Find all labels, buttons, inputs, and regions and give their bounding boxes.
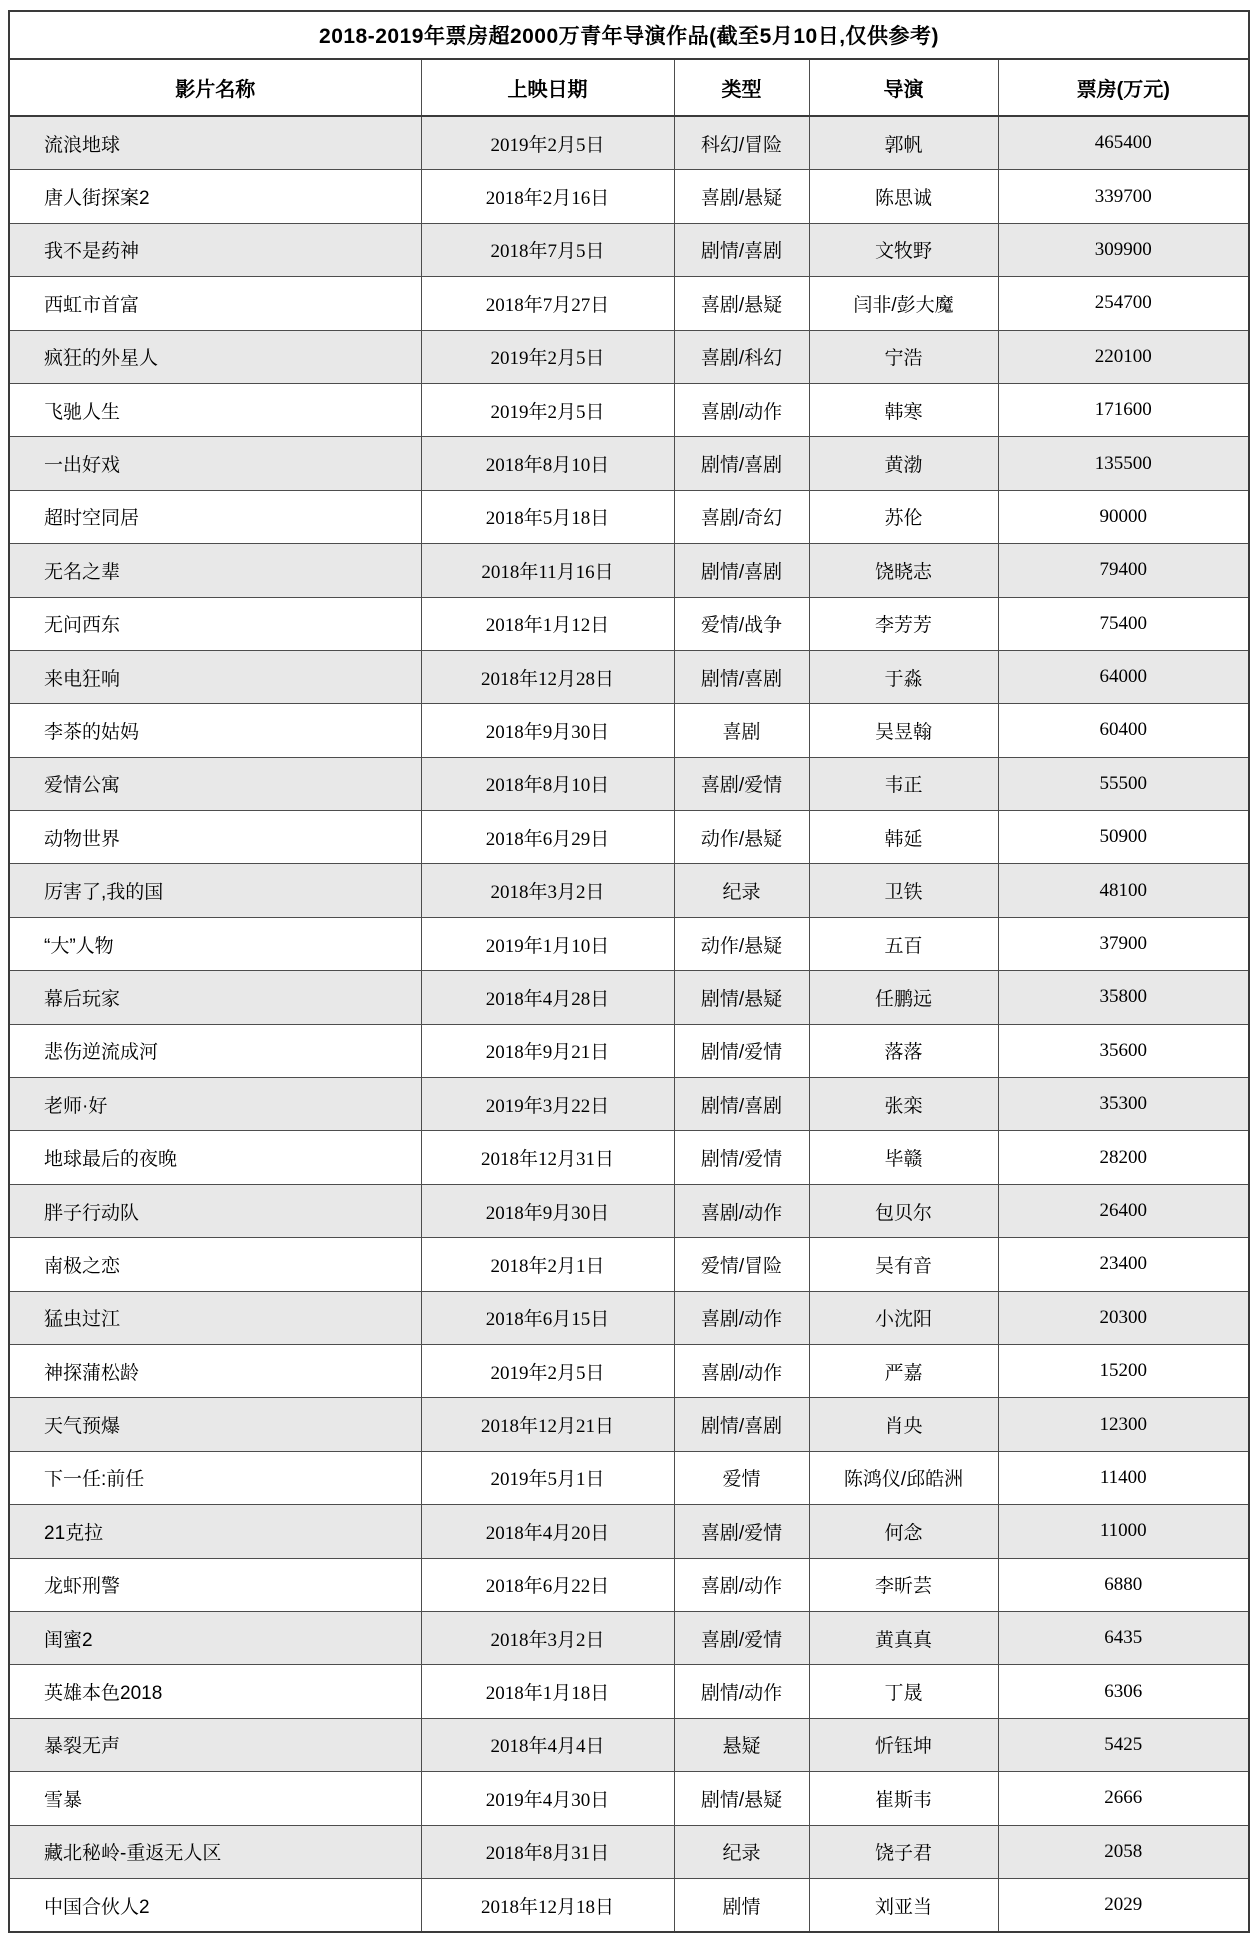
column-header-movie-name: 影片名称 bbox=[9, 59, 421, 116]
table-row bbox=[9, 1238, 1249, 1291]
release-date-cell: 2019年2月5日 bbox=[421, 383, 674, 436]
box-office-cell: 339700 bbox=[998, 170, 1249, 223]
director-cell: 黄真真 bbox=[809, 1611, 998, 1664]
director-cell: 于淼 bbox=[809, 650, 998, 703]
box-office-cell: 5425 bbox=[998, 1718, 1249, 1771]
genre-cell: 爱情 bbox=[674, 1451, 809, 1504]
genre-cell: 喜剧/动作 bbox=[674, 1344, 809, 1397]
release-date-cell: 2019年4月30日 bbox=[421, 1772, 674, 1825]
box-office-cell: 37900 bbox=[998, 917, 1249, 970]
release-date-cell: 2018年9月21日 bbox=[421, 1024, 674, 1077]
box-office-cell: 28200 bbox=[998, 1131, 1249, 1184]
table-row bbox=[9, 1772, 1249, 1825]
genre-cell: 剧情/喜剧 bbox=[674, 1078, 809, 1131]
genre-cell: 爱情/冒险 bbox=[674, 1238, 809, 1291]
table-row bbox=[9, 917, 1249, 970]
movie-name-cell: 21克拉 bbox=[9, 1505, 421, 1558]
genre-cell: 剧情/喜剧 bbox=[674, 650, 809, 703]
movie-name-cell: 西虹市首富 bbox=[9, 277, 421, 330]
table-row bbox=[9, 811, 1249, 864]
table-row bbox=[9, 1825, 1249, 1878]
movie-name-cell: 下一任:前任 bbox=[9, 1451, 421, 1504]
movie-name-cell: “大”人物 bbox=[9, 917, 421, 970]
column-header-box-office: 票房(万元) bbox=[998, 59, 1249, 116]
release-date-cell: 2018年4月20日 bbox=[421, 1505, 674, 1558]
director-cell: 落落 bbox=[809, 1024, 998, 1077]
movie-name-cell: 暴裂无声 bbox=[9, 1718, 421, 1771]
movie-name-cell: 闺蜜2 bbox=[9, 1611, 421, 1664]
release-date-cell: 2018年4月28日 bbox=[421, 971, 674, 1024]
director-cell: 李昕芸 bbox=[809, 1558, 998, 1611]
director-cell: 韩寒 bbox=[809, 383, 998, 436]
table-row bbox=[9, 1558, 1249, 1611]
table-row bbox=[9, 116, 1249, 170]
release-date-cell: 2018年12月28日 bbox=[421, 650, 674, 703]
table-row bbox=[9, 650, 1249, 703]
genre-cell: 喜剧/爱情 bbox=[674, 1505, 809, 1558]
director-cell: 吴昱翰 bbox=[809, 704, 998, 757]
movie-name-cell: 猛虫过江 bbox=[9, 1291, 421, 1344]
genre-cell: 喜剧/悬疑 bbox=[674, 277, 809, 330]
genre-cell: 剧情/喜剧 bbox=[674, 223, 809, 276]
movie-name-cell: 神探蒲松龄 bbox=[9, 1344, 421, 1397]
release-date-cell: 2018年8月31日 bbox=[421, 1825, 674, 1878]
box-office-cell: 79400 bbox=[998, 544, 1249, 597]
director-cell: 饶子君 bbox=[809, 1825, 998, 1878]
director-cell: 韦正 bbox=[809, 757, 998, 810]
box-office-cell: 254700 bbox=[998, 277, 1249, 330]
movie-name-cell: 唐人街探案2 bbox=[9, 170, 421, 223]
table-row bbox=[9, 170, 1249, 223]
movie-name-cell: 无名之辈 bbox=[9, 544, 421, 597]
movie-name-cell: 厉害了,我的国 bbox=[9, 864, 421, 917]
table-row bbox=[9, 1184, 1249, 1237]
box-office-cell: 26400 bbox=[998, 1184, 1249, 1237]
box-office-cell: 465400 bbox=[998, 116, 1249, 170]
movie-name-cell: 李茶的姑妈 bbox=[9, 704, 421, 757]
movie-name-cell: 无问西东 bbox=[9, 597, 421, 650]
director-cell: 郭帆 bbox=[809, 116, 998, 170]
movie-name-cell: 南极之恋 bbox=[9, 1238, 421, 1291]
release-date-cell: 2018年12月21日 bbox=[421, 1398, 674, 1451]
table-row bbox=[9, 971, 1249, 1024]
movie-name-cell: 爱情公寓 bbox=[9, 757, 421, 810]
genre-cell: 喜剧/奇幻 bbox=[674, 490, 809, 543]
box-office-cell: 6435 bbox=[998, 1611, 1249, 1664]
director-cell: 肖央 bbox=[809, 1398, 998, 1451]
director-cell: 卫铁 bbox=[809, 864, 998, 917]
table-row bbox=[9, 1611, 1249, 1664]
movie-name-cell: 龙虾刑警 bbox=[9, 1558, 421, 1611]
table-row bbox=[9, 1878, 1249, 1932]
movie-name-cell: 来电狂响 bbox=[9, 650, 421, 703]
release-date-cell: 2018年9月30日 bbox=[421, 704, 674, 757]
table-row bbox=[9, 1344, 1249, 1397]
table-row bbox=[9, 490, 1249, 543]
genre-cell: 爱情/战争 bbox=[674, 597, 809, 650]
movie-name-cell: 天气预爆 bbox=[9, 1398, 421, 1451]
movie-name-cell: 地球最后的夜晚 bbox=[9, 1131, 421, 1184]
box-office-cell: 220100 bbox=[998, 330, 1249, 383]
release-date-cell: 2018年12月18日 bbox=[421, 1878, 674, 1932]
genre-cell: 喜剧/动作 bbox=[674, 383, 809, 436]
release-date-cell: 2018年3月2日 bbox=[421, 1611, 674, 1664]
table-title: 2018-2019年票房超2000万青年导演作品(截至5月10日,仅供参考) bbox=[9, 11, 1249, 59]
director-cell: 吴有音 bbox=[809, 1238, 998, 1291]
box-office-table-sheet bbox=[8, 10, 1248, 1933]
genre-cell: 动作/悬疑 bbox=[674, 917, 809, 970]
table-row bbox=[9, 1398, 1249, 1451]
director-cell: 毕赣 bbox=[809, 1131, 998, 1184]
director-cell: 韩延 bbox=[809, 811, 998, 864]
release-date-cell: 2018年8月10日 bbox=[421, 437, 674, 490]
box-office-cell: 2029 bbox=[998, 1878, 1249, 1932]
genre-cell: 剧情/爱情 bbox=[674, 1131, 809, 1184]
release-date-cell: 2018年6月29日 bbox=[421, 811, 674, 864]
table-row bbox=[9, 277, 1249, 330]
genre-cell: 喜剧 bbox=[674, 704, 809, 757]
genre-cell: 剧情/喜剧 bbox=[674, 1398, 809, 1451]
director-cell: 闫非/彭大魔 bbox=[809, 277, 998, 330]
movie-name-cell: 幕后玩家 bbox=[9, 971, 421, 1024]
director-cell: 饶晓志 bbox=[809, 544, 998, 597]
director-cell: 黄渤 bbox=[809, 437, 998, 490]
table-row bbox=[9, 383, 1249, 436]
box-office-table bbox=[8, 10, 1250, 1933]
box-office-cell: 15200 bbox=[998, 1344, 1249, 1397]
director-cell: 文牧野 bbox=[809, 223, 998, 276]
director-cell: 陈鸿仪/邱皓洲 bbox=[809, 1451, 998, 1504]
release-date-cell: 2019年2月5日 bbox=[421, 116, 674, 170]
release-date-cell: 2018年2月16日 bbox=[421, 170, 674, 223]
table-header-row bbox=[9, 59, 1249, 116]
table-body bbox=[9, 116, 1249, 1932]
movie-name-cell: 超时空同居 bbox=[9, 490, 421, 543]
column-header-release-date: 上映日期 bbox=[421, 59, 674, 116]
director-cell: 崔斯韦 bbox=[809, 1772, 998, 1825]
director-cell: 刘亚当 bbox=[809, 1878, 998, 1932]
genre-cell: 喜剧/动作 bbox=[674, 1184, 809, 1237]
movie-name-cell: 飞驰人生 bbox=[9, 383, 421, 436]
director-cell: 苏伦 bbox=[809, 490, 998, 543]
release-date-cell: 2018年12月31日 bbox=[421, 1131, 674, 1184]
box-office-cell: 12300 bbox=[998, 1398, 1249, 1451]
release-date-cell: 2018年9月30日 bbox=[421, 1184, 674, 1237]
table-row bbox=[9, 544, 1249, 597]
movie-name-cell: 我不是药神 bbox=[9, 223, 421, 276]
box-office-cell: 35300 bbox=[998, 1078, 1249, 1131]
release-date-cell: 2018年6月22日 bbox=[421, 1558, 674, 1611]
movie-name-cell: 雪暴 bbox=[9, 1772, 421, 1825]
genre-cell: 动作/悬疑 bbox=[674, 811, 809, 864]
table-row bbox=[9, 1078, 1249, 1131]
genre-cell: 纪录 bbox=[674, 864, 809, 917]
box-office-cell: 23400 bbox=[998, 1238, 1249, 1291]
release-date-cell: 2019年2月5日 bbox=[421, 330, 674, 383]
table-row bbox=[9, 1451, 1249, 1504]
director-cell: 包贝尔 bbox=[809, 1184, 998, 1237]
table-row bbox=[9, 1505, 1249, 1558]
box-office-cell: 90000 bbox=[998, 490, 1249, 543]
movie-name-cell: 老师·好 bbox=[9, 1078, 421, 1131]
box-office-cell: 171600 bbox=[998, 383, 1249, 436]
movie-name-cell: 藏北秘岭-重返无人区 bbox=[9, 1825, 421, 1878]
movie-name-cell: 中国合伙人2 bbox=[9, 1878, 421, 1932]
director-cell: 张栾 bbox=[809, 1078, 998, 1131]
box-office-cell: 11000 bbox=[998, 1505, 1249, 1558]
genre-cell: 剧情/爱情 bbox=[674, 1024, 809, 1077]
table-row bbox=[9, 330, 1249, 383]
director-cell: 陈思诚 bbox=[809, 170, 998, 223]
movie-name-cell: 英雄本色2018 bbox=[9, 1665, 421, 1718]
genre-cell: 剧情/悬疑 bbox=[674, 971, 809, 1024]
movie-name-cell: 动物世界 bbox=[9, 811, 421, 864]
table-title-row bbox=[9, 11, 1249, 59]
table-row bbox=[9, 864, 1249, 917]
genre-cell: 科幻/冒险 bbox=[674, 116, 809, 170]
box-office-cell: 2058 bbox=[998, 1825, 1249, 1878]
release-date-cell: 2018年2月1日 bbox=[421, 1238, 674, 1291]
box-office-cell: 35800 bbox=[998, 971, 1249, 1024]
movie-name-cell: 悲伤逆流成河 bbox=[9, 1024, 421, 1077]
table-row bbox=[9, 1024, 1249, 1077]
genre-cell: 喜剧/动作 bbox=[674, 1558, 809, 1611]
table-row bbox=[9, 1131, 1249, 1184]
release-date-cell: 2018年7月27日 bbox=[421, 277, 674, 330]
genre-cell: 纪录 bbox=[674, 1825, 809, 1878]
director-cell: 五百 bbox=[809, 917, 998, 970]
box-office-cell: 20300 bbox=[998, 1291, 1249, 1344]
column-header-genre: 类型 bbox=[674, 59, 809, 116]
director-cell: 忻钰坤 bbox=[809, 1718, 998, 1771]
movie-name-cell: 胖子行动队 bbox=[9, 1184, 421, 1237]
genre-cell: 剧情/悬疑 bbox=[674, 1772, 809, 1825]
table-row bbox=[9, 437, 1249, 490]
genre-cell: 喜剧/悬疑 bbox=[674, 170, 809, 223]
genre-cell: 剧情/喜剧 bbox=[674, 544, 809, 597]
genre-cell: 喜剧/动作 bbox=[674, 1291, 809, 1344]
box-office-cell: 55500 bbox=[998, 757, 1249, 810]
release-date-cell: 2018年1月12日 bbox=[421, 597, 674, 650]
box-office-cell: 50900 bbox=[998, 811, 1249, 864]
director-cell: 宁浩 bbox=[809, 330, 998, 383]
table-row bbox=[9, 597, 1249, 650]
director-cell: 任鹏远 bbox=[809, 971, 998, 1024]
release-date-cell: 2018年11月16日 bbox=[421, 544, 674, 597]
table-row bbox=[9, 223, 1249, 276]
box-office-cell: 48100 bbox=[998, 864, 1249, 917]
movie-name-cell: 流浪地球 bbox=[9, 116, 421, 170]
box-office-cell: 64000 bbox=[998, 650, 1249, 703]
box-office-cell: 75400 bbox=[998, 597, 1249, 650]
release-date-cell: 2019年5月1日 bbox=[421, 1451, 674, 1504]
box-office-cell: 6306 bbox=[998, 1665, 1249, 1718]
table-row bbox=[9, 1291, 1249, 1344]
genre-cell: 喜剧/爱情 bbox=[674, 1611, 809, 1664]
release-date-cell: 2018年5月18日 bbox=[421, 490, 674, 543]
box-office-cell: 35600 bbox=[998, 1024, 1249, 1077]
genre-cell: 剧情/动作 bbox=[674, 1665, 809, 1718]
release-date-cell: 2019年1月10日 bbox=[421, 917, 674, 970]
release-date-cell: 2018年7月5日 bbox=[421, 223, 674, 276]
release-date-cell: 2018年3月2日 bbox=[421, 864, 674, 917]
release-date-cell: 2018年8月10日 bbox=[421, 757, 674, 810]
director-cell: 何念 bbox=[809, 1505, 998, 1558]
genre-cell: 剧情 bbox=[674, 1878, 809, 1932]
box-office-cell: 2666 bbox=[998, 1772, 1249, 1825]
genre-cell: 悬疑 bbox=[674, 1718, 809, 1771]
column-header-director: 导演 bbox=[809, 59, 998, 116]
box-office-cell: 135500 bbox=[998, 437, 1249, 490]
genre-cell: 喜剧/科幻 bbox=[674, 330, 809, 383]
box-office-cell: 60400 bbox=[998, 704, 1249, 757]
release-date-cell: 2018年4月4日 bbox=[421, 1718, 674, 1771]
release-date-cell: 2019年2月5日 bbox=[421, 1344, 674, 1397]
director-cell: 严嘉 bbox=[809, 1344, 998, 1397]
release-date-cell: 2019年3月22日 bbox=[421, 1078, 674, 1131]
box-office-cell: 11400 bbox=[998, 1451, 1249, 1504]
table-row bbox=[9, 1665, 1249, 1718]
table-row bbox=[9, 704, 1249, 757]
director-cell: 小沈阳 bbox=[809, 1291, 998, 1344]
genre-cell: 喜剧/爱情 bbox=[674, 757, 809, 810]
genre-cell: 剧情/喜剧 bbox=[674, 437, 809, 490]
box-office-cell: 309900 bbox=[998, 223, 1249, 276]
box-office-cell: 6880 bbox=[998, 1558, 1249, 1611]
release-date-cell: 2018年6月15日 bbox=[421, 1291, 674, 1344]
director-cell: 李芳芳 bbox=[809, 597, 998, 650]
table-row bbox=[9, 757, 1249, 810]
table-row bbox=[9, 1718, 1249, 1771]
director-cell: 丁晟 bbox=[809, 1665, 998, 1718]
release-date-cell: 2018年1月18日 bbox=[421, 1665, 674, 1718]
movie-name-cell: 一出好戏 bbox=[9, 437, 421, 490]
movie-name-cell: 疯狂的外星人 bbox=[9, 330, 421, 383]
